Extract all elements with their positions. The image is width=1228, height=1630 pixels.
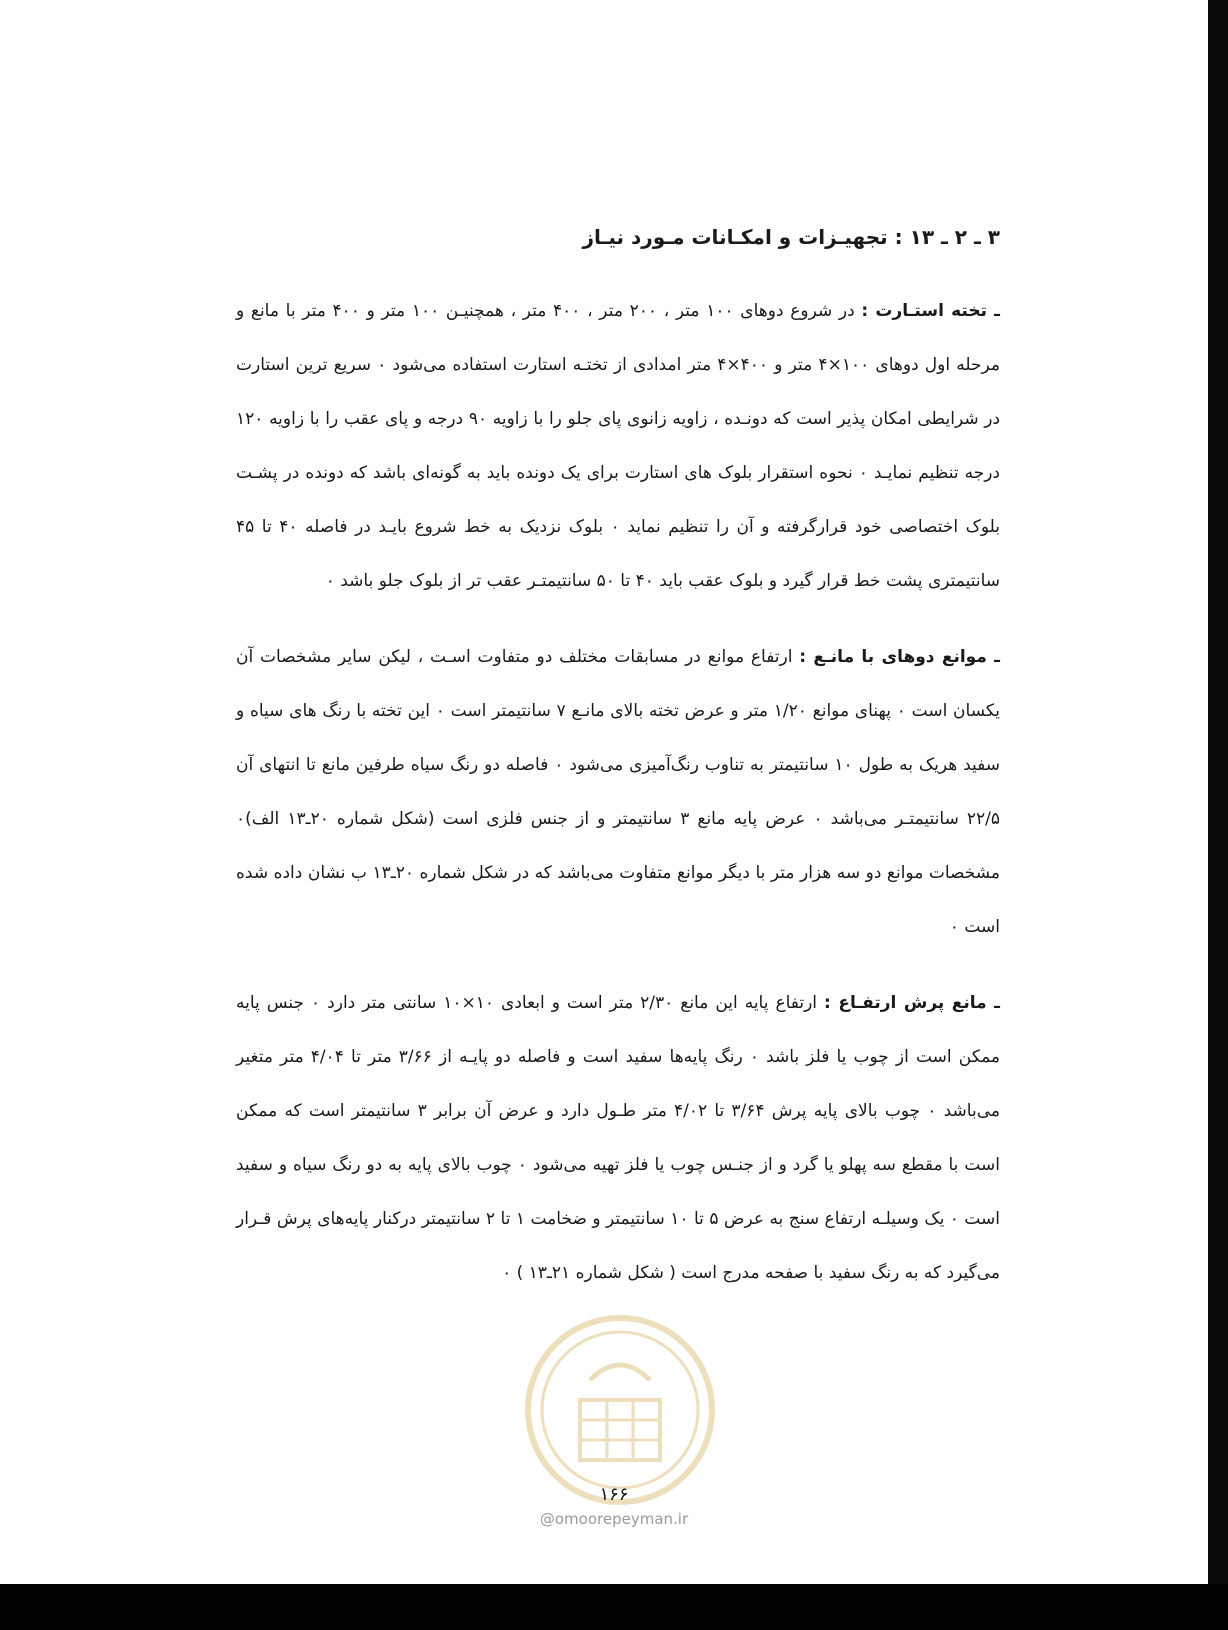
- paragraph-lead: ـ مانع پرش ارتفـاع :: [824, 993, 1000, 1013]
- page-content: [236, 222, 1000, 1322]
- paragraph-hurdles: [236, 630, 1000, 954]
- paragraph-lead: ـ تخته استـارت :: [861, 301, 1000, 321]
- paragraph-text: ارتفاع پایه این مانع ۲/۳۰ متر است و ابعادی ۱۰×۱۰ سانتی متر دارد ۰ جنس پایه ممکن است از چوب یا فلز باشد ۰ رنگ پایه‌ها سفید است و فاصله دو پایـه از ۳/۶۶ متر تا ۴/۰۴ متر متغیر می‌باشد ۰ چوب بالای پایه پرش ۳/۶۴ تا ۴/۰۲ متر طـول دارد و عرض آن برابر ۳ سانتیمتر است که ممکن است با مقطع سه پهلو یا گرد و از جنـس چوب یا فلز تهیه می‌شود ۰ چوب بالای پایه به دو رنگ سیاه و سفید است ۰ یک وسیلـه ارتفاع سنج به عرض ۵ تا ۱۰ سانتیمتر و ضخامت ۱ تا ۲ سانتیمتر درکنار پایه‌های پرش قـرار می‌گیرد که به رنگ سفید با صفحه مدرج است ( شکل شماره ۲۱ـ۱۳ ) ۰: [236, 993, 1001, 1283]
- section-heading: ۳ ـ ۲ ـ ۱۳ : تجهیـزات و امکـانات مـورد نیـاز: [582, 225, 1000, 249]
- paragraph-text: ارتفاع موانع در مسابقات مختلف دو متفاوت اسـت ، لیکن سایر مشخصات آن یکسان است ۰ پهنای موانع ۱/۲۰ متر و عرض تخته بالای مانـع ۷ سانتیمتر است ۰ این تخته با رنگ های سیاه و سفید هریک به طول ۱۰ سانتیمتر به تناوب رنگ‌آمیزی می‌شود ۰ فاصله دو رنگ سیاه طرفین مانع تا انتهای آن ۲۲/۵ سانتیمتـر می‌باشد ۰ عرض پایه مانع ۳ سانتیمتر و از جنس فلزی است (شکل شماره ۲۰ـ۱۳ الف)۰ مشخصات موانع دو سه هزار متر با دیگر موانع متفاوت می‌باشد که در شکل شماره ۲۰ـ۱۳ ب نشان داده شده است ۰: [236, 647, 1001, 937]
- scan-edge: [1208, 0, 1228, 1630]
- scan-bottom-bar: [0, 1584, 1228, 1630]
- paragraph-text: در شروع دوهای ۱۰۰ متر ، ۲۰۰ متر ، ۴۰۰ متر ، همچنیـن ۱۰۰ متر و ۴۰۰ متر با مانع و مرحله اول دوهای ۱۰۰×۴ متر و ۴۰۰×۴ متر امدادی از تختـه استارت استفاده می‌شود ۰ سریع ترین استارت در شرایطی امکان پذیر است که دونـده ، زاویه زانوی پای جلو را با زاویه ۹۰ درجه و پای عقب را با زاویه ۱۲۰ درجه تنظیم نمایـد ۰ نحوه استقرار بلوک های استارت برای یک دونده باید به گونه‌ای باشد که دونده در پشـت بلوک اختصاصی خود قرارگرفته و آن را تنظیم نماید ۰ بلوک نزدیک به خط شروع بایـد در فاصله ۴۰ تا ۴۵ سانتیمتری پشت خط قرار گیرد و بلوک عقب باید ۴۰ تا ۵۰ سانتیمتـر عقب تر از بلوک جلو باشد ۰: [236, 301, 1001, 591]
- watermark-url: @omoorepeyman.ir: [539, 1510, 689, 1528]
- paragraph-high-jump: [236, 976, 1000, 1300]
- paragraph-starting-block: [236, 284, 1000, 608]
- page-number: ۱۶۶: [599, 1484, 629, 1505]
- watermark-seal-icon: [520, 1310, 720, 1510]
- paragraph-lead: ـ موانع دوهای با مانـع :: [799, 647, 1000, 667]
